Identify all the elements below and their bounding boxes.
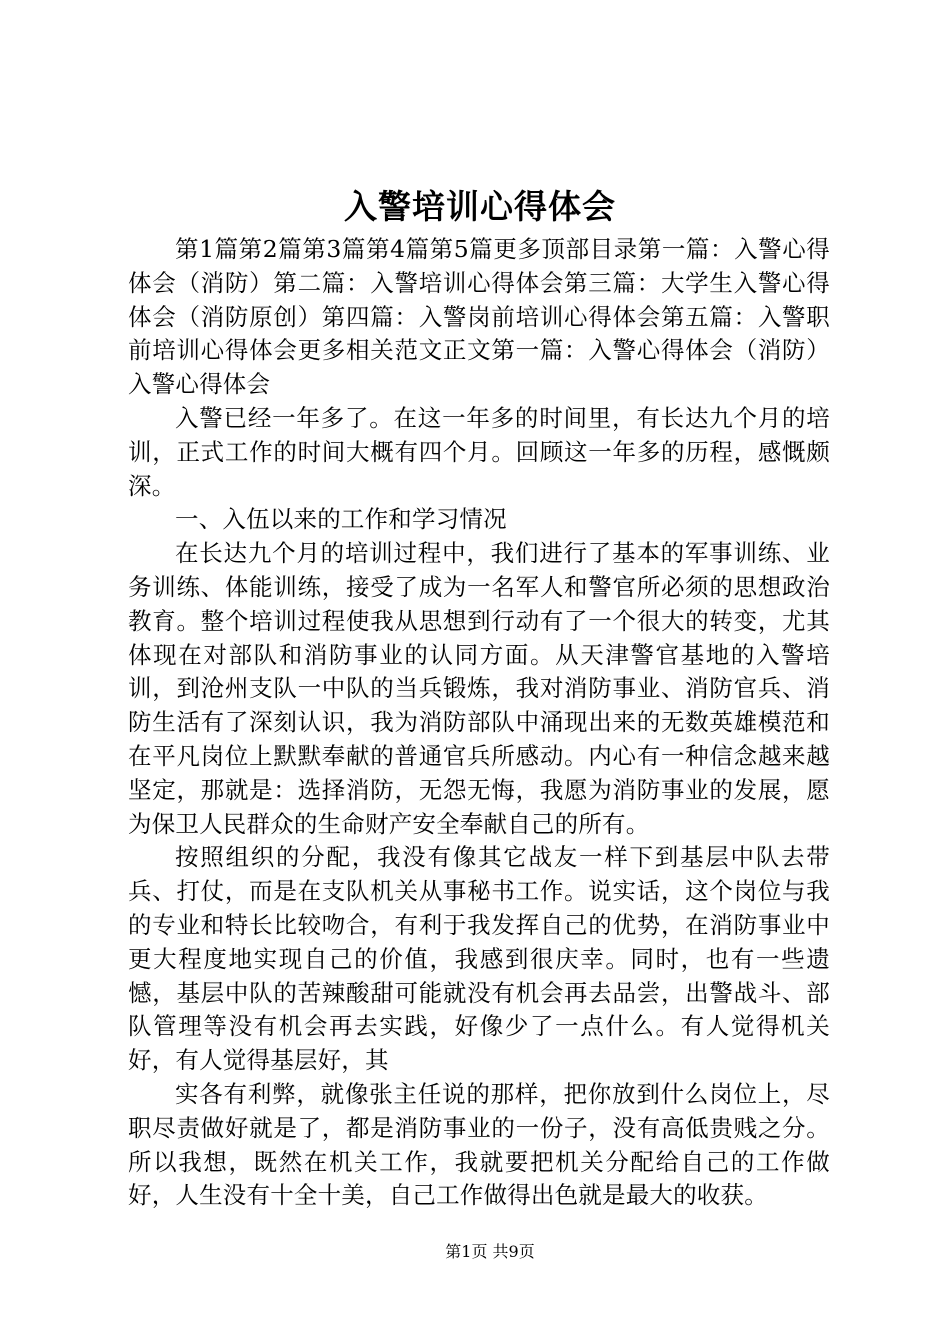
page-number-footer: 第1页 共9页 bbox=[445, 1242, 535, 1261]
paragraph-training: 在长达九个月的培训过程中，我们进行了基本的军事训练、业务训练、体能训练，接受了成为一名军人和警官所必须的思想政治教育。整个培训过程使我从思想到行动有了一个很大的转变，尤其体现在对部队和消防事业的认同方面。从天津警官基地的入警培训，到沧州支队一中队的当兵锻炼，我对消防事业、消防官兵、消防生活有了深刻认识，我为消防部队中涌现出来的无数英雄模范和在平凡岗位上默默奉献的普通官兵所感动。内心有一种信念越来越坚定，那就是：选择消防，无怨无悔，我愿为消防事业的发展，愿为保卫人民群众的生命财产安全奉献自己的所有。 bbox=[128, 539, 830, 838]
document-title: 入警培训心得体会 bbox=[344, 187, 616, 226]
document-body bbox=[128, 233, 830, 1213]
paragraph-assignment: 按照组织的分配，我没有像其它战友一样下到基层中队去带兵、打仗，而是在支队机关从事秘书工作。说实话，这个岗位与我的专业和特长比较吻合，有利于我发挥自己的优势，在消防事业中更大程度地实现自己的价值，我感到很庆幸。同时，也有一些遗憾，基层中队的苦辣酸甜可能就没有机会再去品尝，出警战斗、部队管理等没有机会再去实践，好像少了一点什么。有人觉得机关好，有人觉得基层好，其 bbox=[128, 843, 830, 1075]
section-heading-work-study: 一、入伍以来的工作和学习情况 bbox=[175, 505, 507, 534]
paragraph-intro: 入警已经一年多了。在这一年多的时间里，有长达九个月的培训，正式工作的时间大概有四个月。回顾这一年多的历程，感慨颇深。 bbox=[128, 403, 830, 500]
paragraph-table-of-contents: 第1篇第2篇第3篇第4篇第5篇更多顶部目录第一篇：入警心得体会（消防）第二篇：入警培训心得体会第三篇：大学生入警心得体会（消防原创）第四篇：入警岗前培训心得体会第五篇：入警职前培训心得体会更多相关范文正文第一篇：入警心得体会（消防）入警心得体会 bbox=[128, 235, 830, 399]
paragraph-conclusion: 实各有利弊，就像张主任说的那样，把你放到什么岗位上，尽职尽责做好就是了，都是消防事业的一份子，没有高低贵贱之分。所以我想，既然在机关工作，我就要把机关分配给自己的工作做好，人生没有十全十美，自己工作做得出色就是最大的收获。 bbox=[128, 1079, 830, 1210]
